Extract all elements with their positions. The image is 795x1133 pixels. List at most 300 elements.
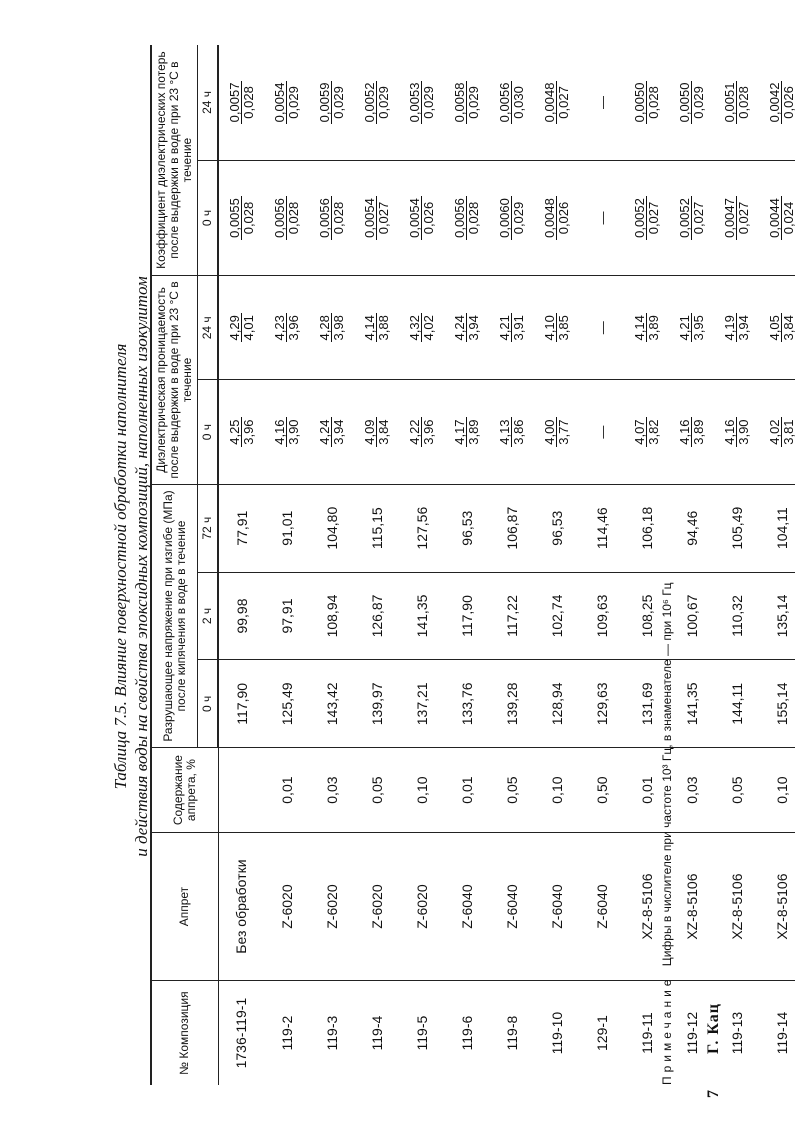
strength-72h-cell: 115,15 (354, 484, 399, 572)
loss-0h-cell (669, 160, 714, 275)
sizing-cell: Z-6040 (489, 832, 534, 980)
loss-24h-cell (354, 45, 399, 160)
permittivity-24h-cell-fraction (678, 313, 705, 342)
strength-2h-cell: 100,67 (669, 572, 714, 660)
permittivity-0h-cell-numerator: 4,16 (676, 419, 692, 445)
loss-24h-cell-fraction (273, 81, 300, 125)
loss-0h-cell-numerator: 0,0060 (496, 198, 512, 238)
permittivity-0h-cell (489, 380, 534, 484)
content-cell: 0,03 (669, 748, 714, 833)
permittivity-0h-cell-fraction (768, 417, 795, 446)
permittivity-24h-cell-fraction (596, 319, 609, 336)
permittivity-24h-cell-denominator: 3,84 (780, 315, 795, 341)
strength-72h-cell: 96,53 (444, 484, 489, 572)
permittivity-24h-cell (264, 276, 309, 380)
loss-24h-cell (399, 45, 444, 160)
permittivity-0h-cell (218, 380, 264, 484)
loss-0h-cell (489, 160, 534, 275)
loss-24h-cell-denominator: 0,027 (555, 86, 571, 119)
loss-0h-cell (444, 160, 489, 275)
loss-24h-cell (669, 45, 714, 160)
loss-24h-cell-fraction (768, 81, 795, 125)
permittivity-24h-cell-fraction (633, 313, 660, 342)
permittivity-24h-cell-denominator: 3,94 (465, 315, 481, 341)
loss-0h-cell-fraction (408, 196, 435, 240)
permittivity-24h-cell-numerator: 4,21 (676, 315, 692, 341)
table-row (354, 45, 399, 1085)
header-loss: Коэффициент диэлектрических потерь после выдержки в воде при 23 °C в течение (151, 45, 198, 276)
permittivity-0h-cell-fraction (273, 417, 300, 446)
loss-0h-cell-numerator: — (594, 211, 610, 225)
loss-0h-cell (579, 160, 624, 275)
permittivity-24h-cell-fraction (363, 313, 390, 342)
permittivity-24h-cell-numerator: — (594, 321, 610, 335)
strength-72h-cell: 77,91 (218, 484, 264, 572)
loss-0h-cell-denominator: 0,027 (690, 201, 706, 235)
note-label: Примечание (660, 975, 674, 1085)
strength-72h-cell: 106,87 (489, 484, 534, 572)
loss-0h-cell-denominator: 0,028 (465, 201, 481, 235)
permittivity-0h-cell-fraction (498, 417, 525, 446)
loss-0h-cell-numerator: 0,0056 (451, 198, 467, 238)
table-body (218, 45, 795, 1085)
loss-24h-cell-denominator: 0,029 (465, 86, 481, 119)
permittivity-24h-cell-numerator: 4,29 (226, 315, 242, 341)
permittivity-24h-cell-fraction (408, 313, 435, 342)
sizing-cell: XZ-8-5106 (669, 832, 714, 980)
loss-24h-cell-fraction (228, 81, 255, 125)
header-loss-24h: 24 ч (198, 45, 219, 160)
strength-0h-cell: 143,42 (309, 660, 354, 748)
permittivity-0h-cell-denominator: 3,89 (465, 419, 481, 445)
loss-0h-cell-numerator: 0,0047 (721, 198, 737, 238)
permittivity-24h-cell-denominator: 3,95 (690, 315, 706, 341)
strength-0h-cell: 133,76 (444, 660, 489, 748)
permittivity-24h-cell-denominator: 3,91 (510, 315, 526, 341)
permittivity-0h-cell (264, 380, 309, 484)
loss-0h-cell-numerator: 0,0054 (406, 198, 422, 238)
loss-24h-cell-denominator: 0,028 (645, 86, 661, 119)
sizing-cell: Z-6020 (264, 832, 309, 980)
loss-0h-cell-fraction (363, 196, 390, 240)
loss-0h-cell (218, 160, 264, 275)
loss-24h-cell-fraction (596, 94, 609, 111)
permittivity-24h-cell (489, 276, 534, 380)
permittivity-0h-cell (354, 380, 399, 484)
loss-24h-cell (534, 45, 579, 160)
strength-72h-cell: 104,11 (759, 484, 795, 572)
strength-0h-cell: 129,63 (579, 660, 624, 748)
loss-0h-cell-fraction (768, 196, 795, 240)
permittivity-0h-cell-fraction (318, 417, 345, 446)
loss-24h-cell-numerator: — (594, 95, 610, 109)
permittivity-24h-cell-fraction (498, 313, 525, 342)
permittivity-24h-cell-fraction (273, 313, 300, 342)
strength-0h-cell: 139,97 (354, 660, 399, 748)
loss-24h-cell (489, 45, 534, 160)
permittivity-0h-cell-denominator: 3,90 (285, 419, 301, 445)
strength-72h-cell: 114,46 (579, 484, 624, 572)
loss-0h-cell-denominator: 0,029 (510, 201, 526, 235)
loss-24h-cell-numerator: 0,0057 (226, 82, 242, 123)
permittivity-24h-cell-denominator: 4,01 (240, 315, 256, 341)
header-strength-2h: 2 ч (198, 572, 219, 660)
permittivity-0h-cell-fraction (543, 417, 570, 446)
sizing-cell: XZ-8-5106 (624, 832, 669, 980)
permittivity-24h-cell-denominator: 3,98 (330, 315, 346, 341)
strength-72h-cell: 106,18 (624, 484, 669, 572)
loss-0h-cell (399, 160, 444, 275)
loss-24h-cell-numerator: 0,0050 (676, 82, 692, 123)
content-cell: 0,03 (309, 748, 354, 833)
strength-0h-cell: 125,49 (264, 660, 309, 748)
permittivity-24h-cell-denominator: 3,88 (375, 315, 391, 341)
content-cell: 0,05 (354, 748, 399, 833)
permittivity-24h-cell-fraction (543, 313, 570, 342)
permittivity-0h-cell (399, 380, 444, 484)
permittivity-24h-cell (624, 276, 669, 380)
header-strength-0h: 0 ч (198, 660, 219, 748)
table-row (489, 45, 534, 1085)
permittivity-24h-cell-numerator: 4,28 (316, 315, 332, 341)
permittivity-24h-cell (309, 276, 354, 380)
table-note (660, 582, 674, 1085)
strength-2h-cell: 99,98 (218, 572, 264, 660)
loss-0h-cell-denominator: 0,026 (420, 201, 436, 235)
loss-24h-cell-denominator: 0,026 (780, 86, 795, 119)
loss-24h-cell-fraction (543, 81, 570, 125)
content-cell: 0,50 (579, 748, 624, 833)
permittivity-24h-cell-numerator: 4,14 (631, 315, 647, 341)
sizing-cell: XZ-8-5106 (759, 832, 795, 980)
permittivity-0h-cell-denominator: 3,96 (240, 419, 256, 445)
strength-0h-cell: 141,35 (669, 660, 714, 748)
loss-24h-cell-numerator: 0,0058 (451, 82, 467, 123)
composition-cell: 119-8 (503, 1015, 520, 1051)
loss-24h-cell-fraction (408, 81, 435, 125)
permittivity-24h-cell-fraction (768, 313, 795, 342)
permittivity-0h-cell (444, 380, 489, 484)
loss-0h-cell-denominator: 0,028 (285, 201, 301, 235)
header-loss-0h: 0 ч (198, 160, 219, 275)
permittivity-0h-cell (759, 380, 795, 484)
strength-72h-cell: 127,56 (399, 484, 444, 572)
header-strength: Разрушающее напряжение при изгибе (МПа) после кипячения в воде в течение (151, 484, 198, 747)
permittivity-0h-cell-denominator: 3,77 (555, 419, 571, 445)
loss-0h-cell-fraction (318, 196, 345, 240)
permittivity-24h-cell (759, 276, 795, 380)
loss-24h-cell-denominator: 0,028 (735, 86, 751, 119)
permittivity-0h-cell-denominator: 3,81 (780, 419, 795, 445)
permittivity-0h-cell (579, 380, 624, 484)
permittivity-24h-cell-fraction (453, 313, 480, 342)
composition-cell: 119-13 (728, 1011, 745, 1055)
permittivity-0h-cell (714, 380, 759, 484)
content-cell: 0,05 (489, 748, 534, 833)
composition-cell: 119-12 (683, 1011, 700, 1055)
permittivity-0h-cell (624, 380, 669, 484)
table-row (264, 45, 309, 1085)
loss-24h-cell-fraction (318, 81, 345, 125)
permittivity-24h-cell-fraction (228, 313, 255, 342)
permittivity-24h-cell-numerator: 4,32 (406, 315, 422, 341)
strength-0h-cell: 131,69 (624, 660, 669, 748)
loss-0h-cell-fraction (273, 196, 300, 240)
permittivity-24h-cell-numerator: 4,21 (496, 315, 512, 341)
loss-0h-cell-fraction (228, 196, 255, 240)
permittivity-24h-cell-fraction (723, 313, 750, 342)
strength-72h-cell: 96,53 (534, 484, 579, 572)
permittivity-0h-cell (534, 380, 579, 484)
permittivity-0h-cell-numerator: 4,24 (316, 419, 332, 445)
permittivity-0h-cell-numerator: 4,25 (226, 419, 242, 445)
page-footer (705, 1003, 723, 1098)
loss-0h-cell-denominator: 0,027 (645, 201, 661, 235)
loss-0h-cell-numerator: 0,0056 (271, 198, 287, 238)
strength-0h-cell: 139,28 (489, 660, 534, 748)
strength-2h-cell: 141,35 (399, 572, 444, 660)
permittivity-0h-cell-numerator: — (594, 425, 610, 439)
strength-2h-cell: 108,94 (309, 572, 354, 660)
loss-0h-cell-denominator: 0,024 (780, 201, 795, 235)
loss-0h-cell (534, 160, 579, 275)
permittivity-24h-cell (399, 276, 444, 380)
loss-0h-cell-fraction (723, 196, 750, 240)
composition-cell: 119-6 (458, 1015, 475, 1051)
strength-2h-cell: 109,63 (579, 572, 624, 660)
loss-24h-cell-fraction (498, 81, 525, 125)
sizing-cell: Z-6020 (399, 832, 444, 980)
permittivity-24h-cell (714, 276, 759, 380)
strength-2h-cell: 102,74 (534, 572, 579, 660)
permittivity-0h-cell-numerator: 4,16 (271, 419, 287, 445)
loss-0h-cell-fraction (596, 210, 609, 227)
permittivity-0h-cell-numerator: 4,00 (541, 419, 557, 445)
content-cell: 0,10 (759, 748, 795, 833)
permittivity-0h-cell-fraction (678, 417, 705, 446)
permittivity-24h-cell-numerator: 4,14 (361, 315, 377, 341)
permittivity-24h-cell-numerator: 4,19 (721, 315, 737, 341)
composition-cell: 119-3 (323, 1015, 340, 1051)
permittivity-24h-cell-denominator: 3,96 (285, 315, 301, 341)
loss-24h-cell-denominator: 0,030 (510, 86, 526, 119)
strength-72h-cell: 91,01 (264, 484, 309, 572)
composition-cell: 119-14 (759, 981, 795, 1085)
loss-0h-cell (354, 160, 399, 275)
loss-0h-cell-denominator: 0,028 (330, 201, 346, 235)
permittivity-0h-cell (309, 380, 354, 484)
loss-0h-cell (714, 160, 759, 275)
composition-cell: 119-2 (278, 1015, 295, 1051)
loss-24h-cell-numerator: 0,0053 (406, 82, 422, 123)
table-row (444, 45, 489, 1085)
strength-72h-cell: 104,80 (309, 484, 354, 572)
strength-2h-cell: 110,32 (714, 572, 759, 660)
loss-0h-cell-fraction (678, 196, 705, 240)
loss-0h-cell-numerator: 0,0055 (226, 198, 242, 238)
table-title (110, 0, 152, 1133)
loss-0h-cell-numerator: 0,0044 (766, 198, 782, 238)
title-line-1: Таблица 7.5. Влияние поверхностной обработки наполнителя (111, 343, 130, 790)
strength-2h-cell: 135,14 (759, 572, 795, 660)
content-cell: 0,10 (534, 748, 579, 833)
loss-24h-cell (218, 45, 264, 160)
permittivity-24h-cell-numerator: 4,10 (541, 315, 557, 341)
permittivity-0h-cell-numerator: 4,13 (496, 419, 512, 445)
loss-0h-cell-numerator: 0,0052 (631, 198, 647, 238)
permittivity-0h-cell-denominator: 3,82 (645, 419, 661, 445)
permittivity-0h-cell (669, 380, 714, 484)
sizing-cell: Z-6040 (444, 832, 489, 980)
sizing-cell: Z-6020 (354, 832, 399, 980)
loss-24h-cell (579, 45, 624, 160)
permittivity-0h-cell-denominator: 3,96 (420, 419, 436, 445)
content-cell: 0,01 (624, 748, 669, 833)
permittivity-0h-cell-denominator: 3,84 (375, 419, 391, 445)
loss-24h-cell-numerator: 0,0052 (361, 82, 377, 123)
permittivity-0h-cell-numerator: 4,09 (361, 419, 377, 445)
permittivity-24h-cell-fraction (318, 313, 345, 342)
permittivity-0h-cell-denominator: 3,86 (510, 419, 526, 445)
permittivity-24h-cell-numerator: 4,23 (271, 315, 287, 341)
properties-table (150, 45, 795, 1085)
loss-24h-cell-denominator: 0,029 (375, 86, 391, 119)
loss-24h-cell-fraction (453, 81, 480, 125)
strength-0h-cell: 137,21 (399, 660, 444, 748)
loss-24h-cell-numerator: 0,0051 (721, 82, 737, 123)
loss-0h-cell-fraction (633, 196, 660, 240)
loss-24h-cell-denominator: 0,028 (240, 86, 256, 119)
permittivity-0h-cell-fraction (633, 417, 660, 446)
loss-24h-cell-fraction (678, 81, 705, 125)
loss-24h-cell-numerator: 0,0056 (496, 82, 512, 123)
strength-0h-cell: 117,90 (218, 660, 264, 748)
loss-24h-cell (264, 45, 309, 160)
strength-72h-cell: 94,46 (669, 484, 714, 572)
loss-24h-cell (714, 45, 759, 160)
header-strength-72h: 72 ч (198, 484, 219, 572)
loss-0h-cell (264, 160, 309, 275)
header-permittivity-0h: 0 ч (198, 380, 219, 484)
table-row (218, 45, 264, 1085)
strength-2h-cell: 108,25 (624, 572, 669, 660)
loss-24h-cell-numerator: 0,0054 (271, 82, 287, 123)
table-row (399, 45, 444, 1085)
content-cell: 0,01 (444, 748, 489, 833)
sizing-cell: XZ-8-5106 (714, 832, 759, 980)
table-row (579, 45, 624, 1085)
permittivity-0h-cell-denominator: 3,89 (690, 419, 706, 445)
permittivity-24h-cell (354, 276, 399, 380)
loss-0h-cell (759, 160, 795, 275)
loss-24h-cell-denominator: 0,029 (690, 86, 706, 119)
loss-24h-cell (759, 45, 795, 160)
loss-24h-cell-numerator: 0,0059 (316, 82, 332, 123)
loss-24h-cell-numerator: 0,0042 (766, 82, 782, 123)
permittivity-0h-cell-numerator: 4,07 (631, 419, 647, 445)
loss-0h-cell-denominator: 0,027 (375, 201, 391, 235)
permittivity-0h-cell-fraction (228, 417, 255, 446)
strength-0h-cell: 144,11 (714, 660, 759, 748)
header-permittivity: Диэлектрическая проницаемость после выдержки в воде при 23 °C в течение (151, 276, 198, 485)
permittivity-24h-cell (534, 276, 579, 380)
strength-2h-cell: 126,87 (354, 572, 399, 660)
loss-0h-cell-denominator: 0,028 (240, 201, 256, 235)
loss-24h-cell-numerator: 0,0050 (631, 82, 647, 123)
table-row (534, 45, 579, 1085)
loss-24h-cell-fraction (633, 81, 660, 125)
permittivity-0h-cell-fraction (363, 417, 390, 446)
strength-0h-cell: 128,94 (534, 660, 579, 748)
permittivity-0h-cell-denominator: 3,90 (735, 419, 751, 445)
page-number: 7 (705, 1089, 722, 1098)
loss-0h-cell-numerator: 0,0052 (676, 198, 692, 238)
loss-24h-cell (444, 45, 489, 160)
content-cell: 0,10 (399, 748, 444, 833)
permittivity-0h-cell-fraction (596, 424, 609, 441)
loss-0h-cell-numerator: 0,0054 (361, 198, 377, 238)
composition-cell: 119-11 (638, 1012, 655, 1054)
header-content: Содержание аппрета, % (151, 748, 218, 833)
loss-0h-cell (309, 160, 354, 275)
loss-0h-cell-denominator: 0,026 (555, 201, 571, 235)
sizing-cell: Z-6020 (309, 832, 354, 980)
permittivity-0h-cell-numerator: 4,17 (451, 419, 467, 445)
loss-0h-cell-numerator: 0,0056 (316, 198, 332, 238)
strength-2h-cell: 117,22 (489, 572, 534, 660)
loss-0h-cell-fraction (453, 196, 480, 240)
loss-24h-cell (624, 45, 669, 160)
loss-0h-cell-denominator: 0,027 (735, 201, 751, 235)
content-cell: 0,05 (714, 748, 759, 833)
loss-24h-cell-fraction (363, 81, 390, 125)
header-sizing: Аппрет (151, 832, 218, 980)
content-cell: 0,01 (264, 748, 309, 833)
permittivity-24h-cell-denominator: 3,94 (735, 315, 751, 341)
table-row (309, 45, 354, 1085)
loss-24h-cell-fraction (723, 81, 750, 125)
loss-0h-cell (624, 160, 669, 275)
permittivity-24h-cell (669, 276, 714, 380)
strength-2h-cell: 117,90 (444, 572, 489, 660)
composition-cell: 119-4 (368, 1015, 385, 1051)
composition-cell: 129-1 (593, 1015, 610, 1051)
loss-24h-cell (309, 45, 354, 160)
table-row (669, 45, 714, 1085)
loss-24h-cell-denominator: 0,029 (420, 86, 436, 119)
composition-cell: 1736-119-1 (233, 997, 250, 1069)
strength-2h-cell: 97,91 (264, 572, 309, 660)
sizing-cell: Без обработки (218, 832, 264, 980)
composition-cell: 119-10 (548, 1011, 565, 1055)
loss-0h-cell-numerator: 0,0048 (541, 198, 557, 238)
loss-24h-cell-denominator: 0,029 (330, 86, 346, 119)
permittivity-24h-cell-numerator: 4,24 (451, 315, 467, 341)
table-row (759, 45, 795, 1085)
permittivity-24h-cell-denominator: 4,02 (420, 315, 436, 341)
permittivity-0h-cell-numerator: 4,16 (721, 419, 737, 445)
permittivity-0h-cell-fraction (453, 417, 480, 446)
permittivity-24h-cell-denominator: 3,85 (555, 315, 571, 341)
sizing-cell: Z-6040 (579, 832, 624, 980)
permittivity-24h-cell (444, 276, 489, 380)
permittivity-24h-cell-denominator: 3,89 (645, 315, 661, 341)
strength-72h-cell: 105,49 (714, 484, 759, 572)
content-cell (218, 748, 264, 833)
header-composition: № Композиция (151, 981, 218, 1085)
header-permittivity-24h: 24 ч (198, 276, 219, 380)
loss-24h-cell-numerator: 0,0048 (541, 82, 557, 123)
